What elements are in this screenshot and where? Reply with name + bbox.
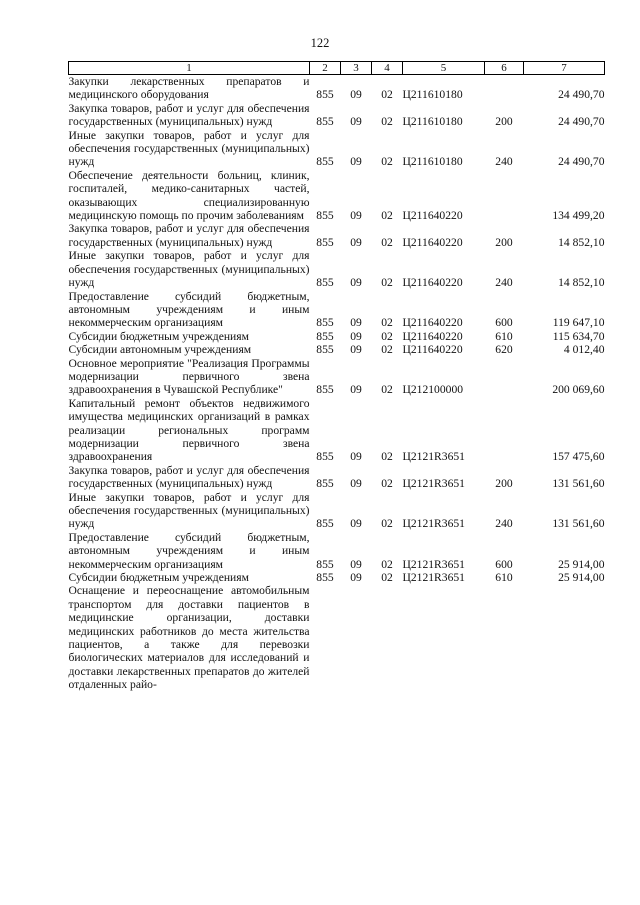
target-article-code: Ц2121R3651 (402, 450, 465, 464)
row-name: Обеспечение деятельности больниц, клиник, госпиталей, медико-санитарных частей, оказывающих специализированную медицинскую помощь по прочим заболеваниям (68, 168, 310, 223)
subsection-code: 02 (381, 115, 393, 129)
subsection-code: 02 (381, 517, 393, 531)
target-article-code: Ц212100000 (402, 383, 464, 397)
row-name: Иные закупки товаров, работ и услуг для обеспечения государственных (муниципальных) нужд (68, 249, 310, 290)
table-row (69, 357, 605, 397)
row-name: Иные закупки товаров, работ и услуг для обеспечения государственных (муниципальных) нужд (68, 490, 310, 531)
amount: 157 475,60 (552, 450, 605, 464)
table-row (69, 397, 605, 464)
table-row (69, 102, 605, 129)
section-code: 09 (350, 209, 362, 223)
table-body (69, 75, 605, 692)
table-row (69, 222, 605, 249)
expense-type-code: 240 (495, 276, 513, 290)
section-code: 09 (350, 276, 362, 290)
target-article-code: Ц211610180 (402, 155, 463, 169)
amount: 24 490,70 (558, 115, 605, 129)
ministry-code: 855 (316, 517, 334, 531)
amount: 24 490,70 (558, 88, 605, 102)
target-article-code: Ц2121R3651 (402, 557, 465, 571)
ministry-code: 855 (316, 450, 334, 464)
column-header: 3 (341, 62, 372, 75)
expense-type-code: 620 (495, 343, 513, 357)
amount: 14 852,10 (558, 276, 605, 290)
target-article-code: Ц211640220 (402, 316, 463, 330)
table-row (69, 75, 605, 102)
column-header: 2 (310, 62, 341, 75)
subsection-code: 02 (381, 209, 393, 223)
target-article-code: Ц211640220 (402, 209, 463, 223)
table-row (69, 531, 605, 571)
expense-type-code (485, 397, 524, 464)
ministry-code: 855 (316, 88, 334, 102)
subsection-code: 02 (381, 329, 393, 343)
section-code: 09 (350, 88, 362, 102)
expense-type-code: 600 (495, 557, 513, 571)
section-code: 09 (350, 235, 362, 249)
subsection-code: 02 (381, 450, 393, 464)
expense-type-code (485, 357, 524, 397)
table-row (69, 584, 605, 691)
row-name: Предоставление субсидий бюджетным, автономным учреждениям и иным некоммерческим организациям (68, 289, 310, 330)
table-row (69, 290, 605, 330)
ministry-code: 855 (316, 316, 334, 330)
expense-type-code: 200 (495, 115, 513, 129)
row-name: Субсидии автономным учреждениям (68, 343, 252, 357)
row-name: Субсидии бюджетным учреждениям (68, 571, 249, 585)
section-code: 09 (350, 115, 362, 129)
subsection-code (372, 584, 403, 691)
amount: 200 069,60 (552, 383, 605, 397)
section-code: 09 (350, 316, 362, 330)
section-code: 09 (350, 517, 362, 531)
ministry-code: 855 (316, 115, 334, 129)
ministry-code: 855 (316, 477, 334, 491)
column-header: 5 (403, 62, 485, 75)
ministry-code: 855 (316, 276, 334, 290)
row-name: Предоставление субсидий бюджетным, автономным учреждениям и иным некоммерческим организациям (68, 530, 310, 571)
row-name: Закупка товаров, работ и услуг для обеспечения государственных (муниципальных) нужд (68, 463, 310, 491)
target-article-code: Ц2121R3651 (402, 477, 465, 491)
subsection-code: 02 (381, 235, 393, 249)
section-code: 09 (350, 329, 362, 343)
section-code: 09 (350, 571, 362, 585)
table-row (69, 491, 605, 531)
ministry-code: 855 (316, 343, 334, 357)
amount: 119 647,10 (552, 316, 605, 330)
amount: 25 914,00 (558, 571, 605, 585)
header-row (69, 62, 605, 75)
page-number: 122 (310, 36, 330, 50)
row-name: Оснащение и переоснащение автомобильным транспортом для доставки пациентов в медицинские организации, доставки медицинских работников до места жительства пациентов, а также для перевозки биологических материалов для исследований и доставки лекарственных препаратов до жителей отдаленных райо- (68, 584, 310, 692)
amount (524, 584, 605, 691)
target-article-code: Ц2121R3651 (402, 571, 465, 585)
section-code: 09 (350, 477, 362, 491)
section-code: 09 (350, 450, 362, 464)
target-article-code (403, 584, 485, 691)
ministry-code: 855 (316, 557, 334, 571)
column-header: 4 (372, 62, 403, 75)
expense-type-code: 600 (495, 316, 513, 330)
ministry-code: 855 (316, 329, 334, 343)
column-header: 7 (524, 62, 605, 75)
section-code: 09 (350, 155, 362, 169)
subsection-code: 02 (381, 477, 393, 491)
table-row (69, 464, 605, 491)
section-code: 09 (350, 343, 362, 357)
ministry-code: 855 (316, 235, 334, 249)
row-name: Капитальный ремонт объектов недвижимого имущества медицинских организаций в рамках реализации региональных программ модернизации первичного звена здравоохранения (68, 396, 310, 464)
amount: 24 490,70 (558, 155, 605, 169)
budget-table (68, 61, 605, 692)
table-row (69, 129, 605, 169)
row-name: Закупка товаров, работ и услуг для обеспечения государственных (муниципальных) нужд (68, 222, 310, 249)
section-code: 09 (350, 557, 362, 571)
target-article-code: Ц2121R3651 (402, 517, 465, 531)
subsection-code: 02 (381, 88, 393, 102)
target-article-code: Ц211640220 (402, 343, 463, 357)
expense-type-code (485, 169, 524, 223)
expense-type-code: 240 (495, 517, 513, 531)
amount: 4 012,40 (563, 343, 605, 357)
subsection-code: 02 (381, 383, 393, 397)
row-name: Субсидии бюджетным учреждениям (68, 329, 249, 343)
expense-type-code: 200 (495, 235, 513, 249)
table-row (69, 249, 605, 289)
target-article-code: Ц211640220 (402, 235, 463, 249)
expense-type-code (485, 584, 524, 691)
target-article-code: Ц211640220 (402, 329, 463, 343)
amount: 25 914,00 (558, 557, 605, 571)
subsection-code: 02 (381, 557, 393, 571)
amount: 115 634,70 (552, 329, 605, 343)
subsection-code: 02 (381, 276, 393, 290)
amount: 131 561,60 (552, 477, 605, 491)
subsection-code: 02 (381, 343, 393, 357)
expense-type-code: 200 (495, 477, 513, 491)
expense-type-code: 610 (495, 571, 513, 585)
target-article-code: Ц211640220 (402, 276, 463, 290)
section-code: 09 (350, 383, 362, 397)
ministry-code: 855 (316, 383, 334, 397)
ministry-code: 855 (316, 155, 334, 169)
amount: 14 852,10 (558, 235, 605, 249)
expense-type-code (485, 75, 524, 102)
table-row (69, 343, 605, 356)
subsection-code: 02 (381, 316, 393, 330)
row-name: Иные закупки товаров, работ и услуг для обеспечения государственных (муниципальных) нужд (68, 128, 310, 169)
target-article-code: Ц211610180 (402, 115, 463, 129)
amount: 131 561,60 (552, 517, 605, 531)
row-name: Закупка товаров, работ и услуг для обеспечения государственных (муниципальных) нужд (68, 101, 310, 129)
expense-type-code: 240 (495, 155, 513, 169)
row-name: Закупки лекарственных препаратов и медицинского оборудования (68, 75, 310, 102)
column-header: 1 (69, 62, 310, 75)
table-row (69, 330, 605, 343)
table-row (69, 571, 605, 584)
amount: 134 499,20 (552, 209, 605, 223)
table-row (69, 169, 605, 223)
subsection-code: 02 (381, 571, 393, 585)
subsection-code: 02 (381, 155, 393, 169)
column-header: 6 (485, 62, 524, 75)
ministry-code (310, 584, 341, 691)
target-article-code: Ц211610180 (402, 88, 463, 102)
row-name: Основное мероприятие "Реализация Программы модернизации первичного звена здравоохранения в Чувашской Республике" (68, 356, 310, 397)
ministry-code: 855 (316, 571, 334, 585)
expense-type-code: 610 (495, 329, 513, 343)
section-code (341, 584, 372, 691)
ministry-code: 855 (316, 209, 334, 223)
